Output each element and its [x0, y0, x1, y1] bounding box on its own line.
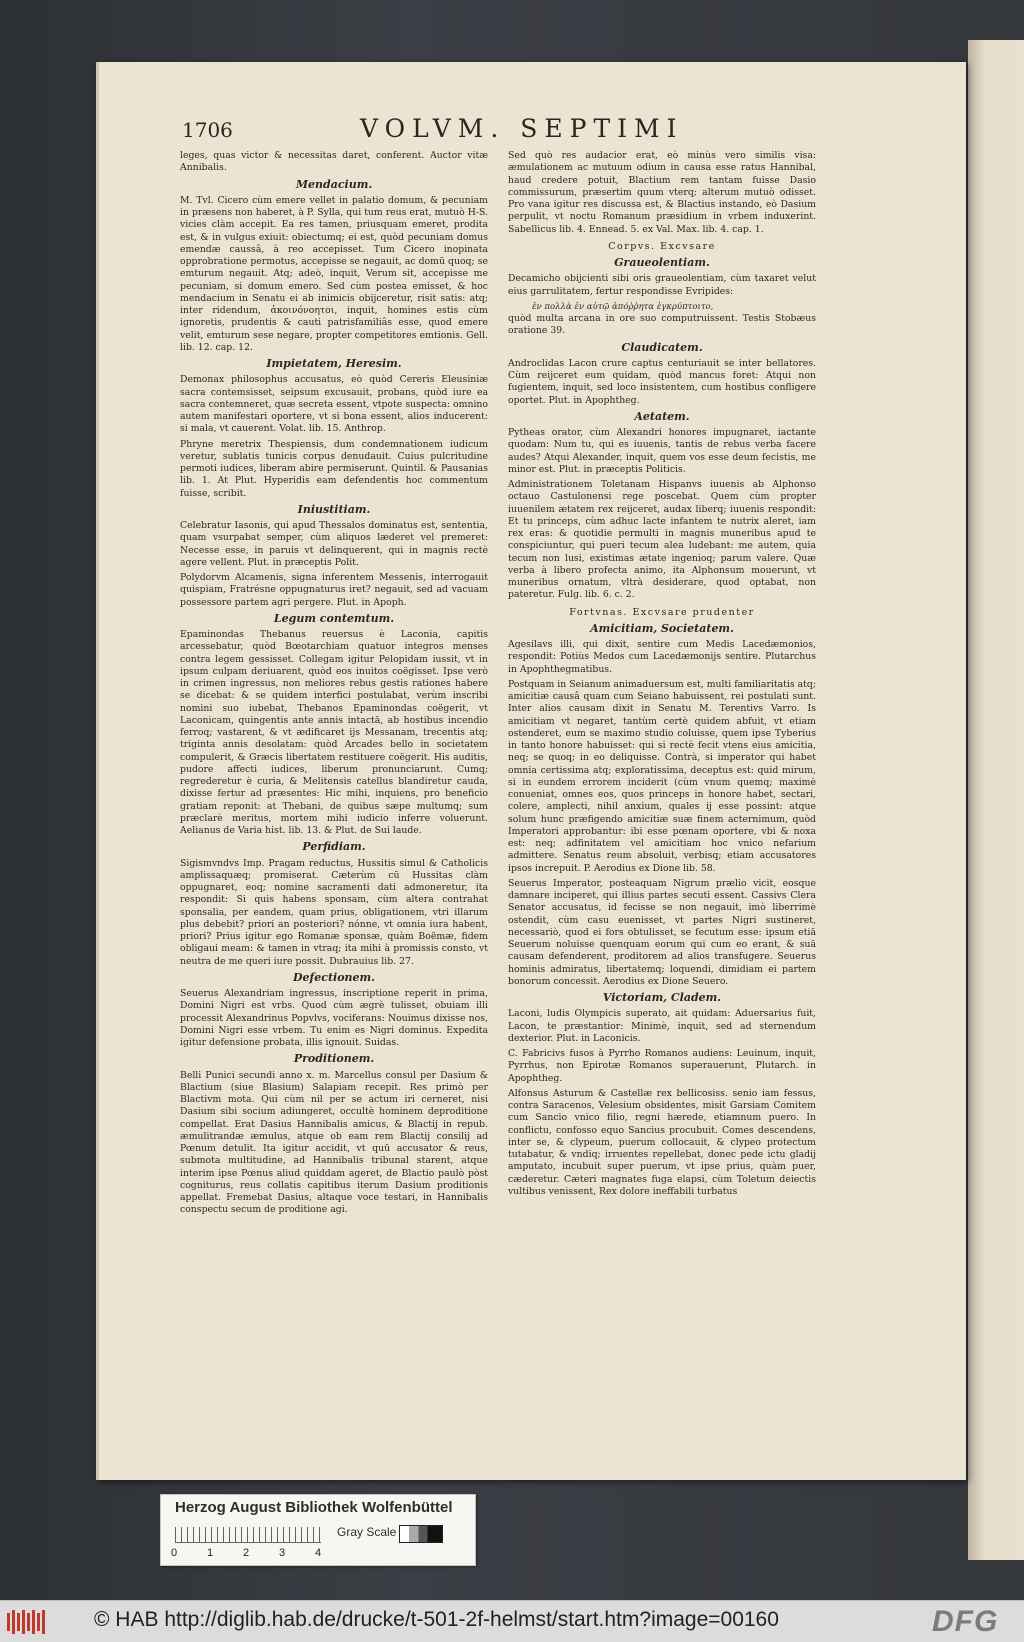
paragraph: Sigismvndvs Imp. Pragam reductus, Hussitis simul & Catholicis amplissaquæq; promiserat. Cæterùm cū Hussitas clàm oppugnaret, eoq; nomine sacramenti dati admoneretur, ita respondit: Si quis habens sponsam, cùm altera contrahat sponsalia, per eandem, quam prius, obligationem, vtri illarum plus debebit? priori an posteriori? nónne, vt omnia iura habent, priori? Prius igitur ego Romanæ sponsæ, quàm Boëmæ, fidem obligaui meam: & tamen in vtraq; ita mihi à promissis consto, vt neutra de me queri iure possit. Dubrauius lib. 27.: [180, 857, 488, 967]
hab-logo-icon: [6, 1607, 46, 1637]
section-heading: Corpvs. Excvsare: [608, 240, 716, 252]
paragraph: Laconi, ludis Olympicis superato, ait quidam: Aduersarius fuit, Lacon, te præstantior: Minimè, inquit, sed ad sternendum dexterior. Plut. in Laconicis.: [508, 1008, 816, 1044]
ruler-scale: [175, 1527, 321, 1543]
section-heading: Claudicatem.: [621, 340, 703, 354]
footer-bar: [0, 1600, 1024, 1642]
color-calibration-chart: [160, 1494, 476, 1566]
dfg-logo: DFG: [932, 1605, 999, 1638]
section-heading: Mendacium.: [295, 177, 373, 191]
greek-quote: ἐν πολλὰ ἐν αὐτῷ ἀπόῤῥητα ἐγκρύπτοιτο,: [532, 301, 714, 312]
ruler-numbers: [171, 1547, 331, 1561]
paragraph: Demonax philosophus accusatus, eò quòd Cereris Eleusiniæ sacra contemsisset, seipsum excusauit, probans, quòd iure ea sacra contemneret, quæ secreta essent, vtpote suspecta: omnino autem manifestari oportere, vt si bona essent, alios inducerent: si mala, vt cauerent. Volat. lib. 15. Anthrop.: [180, 374, 488, 435]
paragraph: Epaminondas Thebanus reuersus è Laconia, capitis arcessebatur, quòd Bœotarchiam quatuor integros menses contra legem gessisset. Collegam igitur Pelopidam iussit, vt in ipsum culpam deriuarent, quòd eos inuitos coëgisset. Ipse verò in crimen ingressus, non meliores rebus gestis rationes habere se dicebat: & se quidem interfici postulabat, verùm inscribi nomini suo iubebat, Thebanos Epaminondas coëgerit, vt Laconicam, quingentis ante annis intactā, ab hostibus incendio ferroq; vastarent, & vt ædificaret ijs Messanam, trecentis atq; triginta annis desolatam: quòd Arcades bello in societatem compulerit, & Græcis libertatem restituere coëgerit. His auditis, pudore affecti iudices, liberum pronunciarunt. Cumq; regrederetur è curia, & Melitensis catellus blandiretur cauda, dixisse fertur ad præsentes: Hic mihi, inquiens, pro beneficio gratiam reponit: at Thebani, de quibus sæpe multumq; sum præclarè meritus, mortem mihi iudicio inferre voluerunt. Aelianus de Varia hist. lib. 13. & Plut. de Sui laude.: [180, 629, 488, 836]
section-heading: Legum contemtum.: [273, 611, 395, 625]
running-head: [182, 114, 822, 146]
paragraph: C. Fabricivs fusos à Pyrrho Romanos audiens: Leuinum, inquit, Pyrrhus, non Epirotæ Romanos superauerunt, Plutarch. in Apophtheg.: [508, 1048, 816, 1084]
paragraph: Pytheas orator, cùm Alexandri honores impugnaret, iactante quodam: Num tu, qui es iuuenis, tantis de rebus verba facere audes? Atqui Alexander, inquit, quem vos esse deum fecistis, me minor est. Plut. in præceptis Politicis.: [508, 427, 816, 475]
paragraph: Androclidas Lacon crure captus centuriauit se inter bellatores. Cùm reijceret eum quidam, quòd mancus foret: Atqui non fugientem, inquit, sed loco insistentem, cum hostibus confligere oportet. Plut. in Apophtheg.: [508, 357, 816, 406]
paragraph: Agesilavs illi, qui dixit, sentire cum Medis Lacedæmonios, respondit: Potiùs Medos cum Lacedæmonijs sentire. Plutarchus in Apophthegmatibus.: [508, 639, 816, 675]
section-heading: Fortvnas. Excvsare prudenter: [569, 606, 755, 618]
section-heading: Perfidiam.: [302, 840, 366, 854]
running-title: VOLVM. SEPTIMI: [360, 114, 684, 143]
text-column-right: [508, 150, 816, 1201]
gray-scale-label: Gray Scale: [337, 1525, 397, 1539]
ruler-number: 1: [207, 1547, 214, 1559]
ruler-number: 2: [243, 1547, 250, 1559]
gray-scale-swatch: [399, 1525, 443, 1543]
section-heading: Aetatem.: [634, 409, 690, 423]
paragraph: M. Tvl. Cicero cùm emere vellet in palatio domum, & pecuniam in præsens non haberet, à P. Sylla, qui tum reus erat, mutuò H-S. vicies clàm accepit. Ea res tamen, priusquam emeret, prodita est, & in vulgus exiuit: obiectumq; ei est, quòd pecuniam domus emendæ caussâ, à reo accepisset. Tum Cicero inopinata opprobratione permotus, accepisse se negauit, ac domū quoq; se emturum negauit. Atq; adeò, inquit, Verum sit, accepisse me pecuniam, si domum emero. Sed cùm postea emisset, & hoc mendacium in Senatu ei ab inimicis obijceretur, risit satis: atq; inter ridendum, ἀκοινόνοητοι, inquit, homines estis cùm ignoretis, prudentis & cauti patrisfamiliâs esse, quod emere velit, emturum sese negare, propter competitores emtionis. Gell. lib. 12. cap. 12.: [180, 194, 488, 353]
paragraph: Alfonsus Asturum & Castellæ rex bellicosiss. senio iam fessus, contra Saracenos, Velesium obsidentes, misit Garsiam Comitem cum Sancio vnico filio, regni hærede, etiamnum puero. In conflictu, confosso equo Sancius procubuit. Comes descendens, inter se, & clypeum, puerum collocauit, & clypeo protectum tutabatur, & vndiq; irruentes repellebat, donec pede ictu gladij amputato, incubuit super puerum, vt ipse prius, quàm puer, cæderetur. Cæteri magnates fuga elapsi, cùm Toletum deiectis vultibus venissent, Rex dolore ineffabili turbatus: [508, 1087, 816, 1197]
institution-label: Herzog August Bibliothek Wolfenbüttel: [175, 1499, 453, 1516]
section-heading: Victoriam, Cladem.: [602, 991, 722, 1004]
paragraph: Postquam in Seianum animaduersum est, multi familiaritatis atq; amicitiæ causâ quam cum Seiano habuissent, rei postulati sunt. Inter alios causam dixit in Senatu M. Terentivs Varro. Is amicitiam vt negaret, tantùm certè quidem abfuit, vt etiam ostenderet, eum se maximo studio coluisse, quem ipse Tyberius in tanto honore habuisset: qui si rectè fecit vtens eius amicitia, neq; se quoq; in eo deliquisse. Contrà, si imperator qui habet omnia certissima atq; exploratissima, deceptus est: quid mirum, si in eundem errorem inciderit (cùm vnum quemq; maximè conueniat, omnes eos, quos princeps in honore habet, sectari, colere, amplecti, nihil anxium, quales ij esse possint: atque solum hunc præfigendo amicitiæ suæ finem acternimum, quòd Imperatori approbantur: ibi esse pœnam oportere, vbi & noxa est: neq; adfinitatem vel amicitiam hoc vnico nefarium admittere. Senatus reum absoluit, verbisq; etiam accusatores ipsos increpuit. P. Aerodius ex Dione lib. 58.: [508, 678, 816, 874]
page-number: 1706: [182, 118, 233, 142]
section-heading: Amicitiam, Societatem.: [590, 621, 734, 635]
paragraph: leges, quas victor & necessitas daret, conferent. Auctor vitæ Annibalis.: [180, 150, 488, 174]
ruler-number: 0: [171, 1547, 178, 1559]
section-heading: Proditionem.: [293, 1052, 375, 1066]
paragraph: Seuerus Alexandriam ingressus, inscriptione reperit in prima, Domini Nigri est vrbs. Quod cùm ægrè tulisset, obuiam illi processit Alexandrinus Popvlvs, vociferans: Nouimus dixisse nos, Domini Nigri esse vrbem. Tu enim es Nigri dominus. Expedita igitur defensione probata, illis ignouit. Suidas.: [180, 988, 488, 1048]
paragraph: Sed quò res audacior erat, eò minùs vero similis visa: æmulationem ac mutuum odium in causa esse ratus Hannibal, haud credere potuit, Blactium rem tantam fuisse Dasio commissurum, præsertim quum vterq; alterum mutuò odisset. Pro vana igitur res discussa est, & Blactius instando, eò Dasium perpulit, vt noctu Romanum præsidium in vrbem induxerint. Sabellicus lib. 4. Ennead. 5. ex Val. Max. lib. 4. cap. 1.: [508, 150, 816, 235]
ruler-number: 3: [279, 1547, 286, 1559]
paragraph: Belli Punici secundi anno x. m. Marcellus consul per Dasium & Blactium (siue Blasium) Salapiam recepit. Res primò per Blactivm mota. Qui cùm nil per se actum iri cerneret, nisi Dasium sibi socium adiungeret, occultè hominem deproditione compellat. Erat Dasius Hannibalis amicus, & Blactij in repub. æmulitrandæ æmulus, atque ob eam rem Blactij consilij ad Pœnum detulit. Ita igitur accidit, vt quū accusator & reus, submota multitudine, ad Hannibalis tribunal starent, atque interim ipse Pœnus aliud quiddam ageret, de Blactio paulò pòst cogniturus, reus collatis capitibus iterum Dasium proditionis appellat. Fremebat Dasius, altaque voce testari, in Hannibalis conspectu secum de proditione agi.: [180, 1069, 488, 1216]
section-heading: Iniustitiam.: [297, 502, 371, 516]
section-heading: Defectionem.: [292, 970, 376, 984]
source-link[interactable]: © HAB http://diglib.hab.de/drucke/t-501-2f-helmst/start.htm?image=00160: [94, 1608, 779, 1631]
paragraph: Polydorvm Alcamenis, signa inferentem Messenis, interrogauit quispiam, Fratrésne oppugnaturus iret? negauit, sed ad vacuam possessore partem agri pergere. Plut. in Apoph.: [180, 572, 488, 608]
paragraph: Celebratur Iasonis, qui apud Thessalos dominatus est, sententia, quam vsurpabat semper, cùm aliquos læderet vel premeret: Necesse esse, in paruis vt delinquerent, qui in magnis rectè agere vellent. Plut. in præceptis Polit.: [180, 520, 488, 568]
ruler-number: 4: [315, 1547, 322, 1559]
section-heading: Impietatem, Heresim.: [266, 357, 402, 370]
text-column-left: [180, 150, 488, 1220]
paragraph: Administrationem Toletanam Hispanvs iuuenis ab Alphonso octauo Castulonensi rege poscebat. Quem cùm propter iuuenilem ætatem rex reijceret, audax liberq; iuuenis respondit: Et tu princeps, cùm adhuc lacte infantem te nutrix aleret, iam rex eras: & quotidie permulti in magnis muneribus apud te conspiciuntur, qui pueri tecum alea ludebant: me autem, quia tecum non lusi, existimas ætate ingenioq; parum valere. Quæ verba à libero profecta animo, ita Alphonsum mouerunt, vt muneribus ornatum, vltrà desiderare, quod optabat, non pateretur. Fulg. lib. 6. c. 2.: [508, 479, 816, 601]
paragraph: Phryne meretrix Thespiensis, dum condemnationem iudicum veretur, sublatis tunicis corpus denudauit. Cuius pulcritudine permoti iudices, liberam abire permiserunt. Quintil. & Pausanias lib. 1. At Plut. Hyperidis eam defendentis hoc commentum fuisse, scribit.: [180, 438, 488, 499]
adjacent-page-edge: [968, 40, 1024, 1560]
paragraph: Seuerus Imperator, posteaquam Nigrum prælio vicit, eosque damnare inciperet, qui illius partes secuti essent. Cassivs Clera Senator accusatus, id fecisse se non negauit, imò liberrimè ostendit, cùm casu euenisset, vt partes Nigri sustineret, necessariò, quod ei fors obtulisset, se fecutum esse: ipsum etiā Seuerum noluisse quenquam eorum qui cum eo erant, & suā causam defenderent, proditorem ad alios transfugere. Seuerus hominis admiratus, libertatemq; loquendi, dimidiam ei partem bonorum concessit. Aerodius ex Dione Seuero.: [508, 877, 816, 987]
section-heading: Graueolentiam.: [614, 256, 710, 269]
paragraph: Decamicho obijcienti sibi oris graueolentiam, cùm taxaret velut eius garrulitatem, fertur respondisse Evripides:: [508, 273, 816, 297]
paragraph: quòd multa arcana in ore suo computruissent. Testis Stobæus oratione 39.: [508, 313, 816, 337]
